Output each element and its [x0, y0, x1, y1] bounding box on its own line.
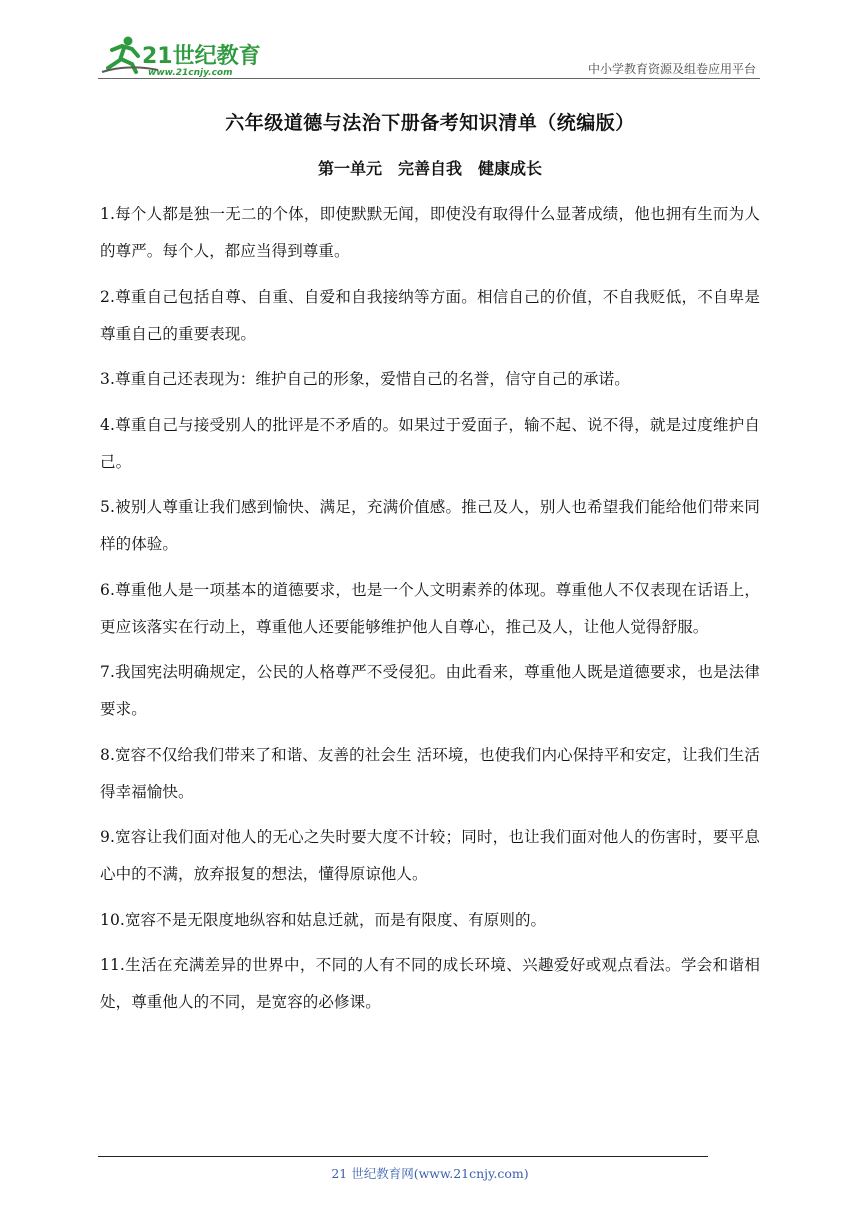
list-item: 3.尊重自己还表现为：维护自己的形象，爱惜自己的名誉，信守自己的承诺。 [100, 370, 630, 388]
logo [98, 34, 268, 78]
knowledge-list [100, 196, 760, 1030]
list-item: 10.宽容不是无限度地纵容和姑息迁就，而是有限度、有原则的。 [100, 910, 547, 929]
list-item: 11.生活在充满差异的世界中，不同的人有不同的成长环境、兴趣爱好或观点看法。学会和谐相处，尊重他人的不同，是宽容的必修课。 [100, 956, 760, 1011]
page-title: 六年级道德与法治下册备考知识清单（统编版） [225, 112, 635, 134]
logo-url-text: www.21cnjy.com [148, 68, 233, 78]
platform-text: 中小学教育资源及组卷应用平台 [587, 62, 756, 76]
list-item: 8.宽容不仅给我们带来了和谐、友善的社会生 活环境，也使我们内心保持平和安定，让我们生活得幸福愉快。 [100, 745, 760, 801]
page-header [98, 34, 758, 80]
list-item: 5.被别人尊重让我们感到愉快、满足，充满价值感。推己及人，别人也希望我们能给他们带来同样的体验。 [100, 498, 760, 553]
list-item: 7.我国宪法明确规定，公民的人格尊严不受侵犯。由此看来，尊重他人既是道德要求，也是法律要求。 [100, 663, 760, 718]
list-item: 2.尊重自己包括自尊、自重、自爱和自我接纳等方面。相信自己的价值，不自我贬低，不自卑是尊重自己的重要表现。 [100, 287, 760, 343]
list-item: 6.尊重他人是一项基本的道德要求，也是一个人文明素养的体现。尊重他人不仅表现在话语上，更应该落实在行动上，尊重他人还要能够维护他人自尊心，推己及人，让他人觉得舒服。 [100, 580, 760, 636]
logo-text: 21世纪教育 [142, 44, 261, 69]
footer-divider [98, 1156, 708, 1157]
footer-link[interactable]: 21 世纪教育网(www.21cnjy.com) [331, 1166, 529, 1181]
header-divider [98, 78, 760, 79]
list-item: 1.每个人都是独一无二的个体，即使默默无闻，即使没有取得什么显著成绩，他也拥有生而为人的尊严。每个人，都应当得到尊重。 [100, 205, 760, 260]
section-title: 第一单元 完善自我 健康成长 [317, 159, 542, 178]
runner-logo-icon [98, 34, 268, 78]
list-item: 4.尊重自己与接受别人的批评是不矛盾的。如果过于爱面子，输不起、说不得，就是过度维护自己。 [100, 415, 760, 471]
list-item: 9.宽容让我们面对他人的无心之失时要大度不计较；同时，也让我们面对他人的伤害时，要平息心中的不满，放弃报复的想法，懂得原谅他人。 [100, 828, 760, 883]
